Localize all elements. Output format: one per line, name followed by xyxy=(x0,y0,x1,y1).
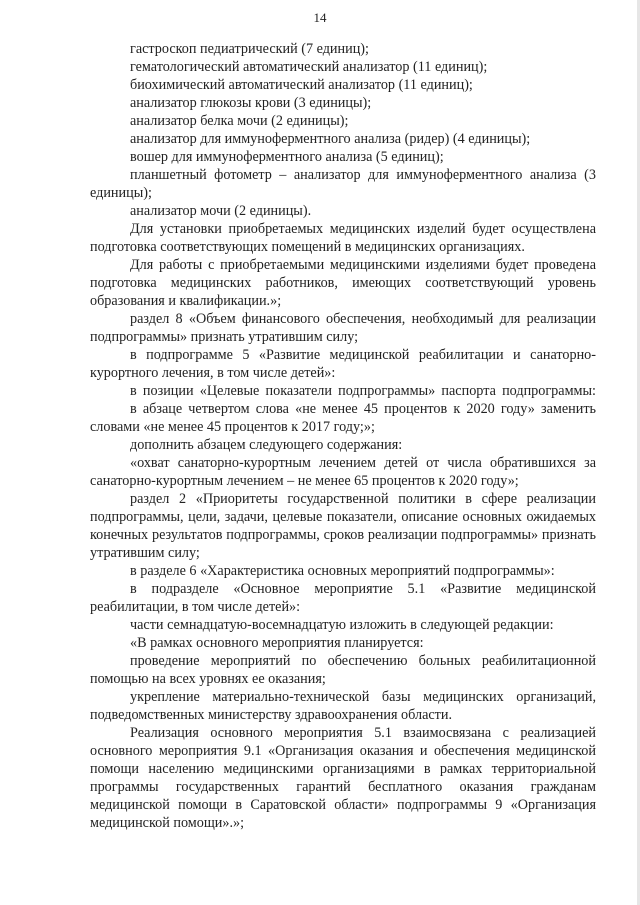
document-body xyxy=(90,40,596,832)
paragraph: в абзаце четвертом слова «не менее 45 процентов к 2020 году» заменить словами «не менее 45 процентов к 2017 году;»; xyxy=(90,401,596,435)
paragraph: раздел 2 «Приоритеты государственной политики в сфере реализации подпрограммы, цели, задачи, целевые показатели, описание основных ожидаемых конечных результатов подпрограммы, сроков реализации подпрограммы» признать утратившим силу; xyxy=(90,491,596,561)
paragraph: Для работы с приобретаемыми медицинскими изделиями будет проведена подготовка медицинских работников, имеющих соответствующий уровень образования и квалификации.»; xyxy=(90,257,596,309)
paragraph: «охват санаторно-курортным лечением детей от числа обратившихся за санаторно-курортным лечением – не менее 65 процентов к 2020 году»; xyxy=(90,455,596,489)
paragraph: анализатор для иммуноферментного анализа (ридер) (4 единицы); xyxy=(130,131,531,147)
paragraph: анализатор глюкозы крови (3 единицы); xyxy=(130,95,372,111)
paragraph: планшетный фотометр – анализатор для иммуноферментного анализа (3 единицы); xyxy=(90,167,596,201)
paragraph: в разделе 6 «Характеристика основных мероприятий подпрограммы»: xyxy=(130,563,555,579)
paragraph: Для установки приобретаемых медицинских изделий будет осуществлена подготовка соответствующих помещений в медицинских организациях. xyxy=(90,221,596,255)
paragraph: дополнить абзацем следующего содержания: xyxy=(130,437,403,453)
paragraph: в подразделе «Основное мероприятие 5.1 «Развитие медицинской реабилитации, в том числе детей»: xyxy=(90,581,596,615)
paragraph: анализатор белка мочи (2 единицы); xyxy=(130,113,349,129)
paragraph: Реализация основного мероприятия 5.1 взаимосвязана с реализацией основного мероприятия 9.1 «Организация оказания и обеспечения медицинской помощи населению медицинскими организациями в рамках территориальной программы государственных гарантий бесплатного оказания гражданам медицинской помощи в Саратовской области» подпрограммы 9 «Организация медицинской помощи».»; xyxy=(90,725,596,831)
paragraph: в позиции «Целевые показатели подпрограммы» паспорта подпрограммы: xyxy=(130,383,596,399)
paragraph: анализатор мочи (2 единицы). xyxy=(130,203,312,219)
paragraph: укрепление материально-технической базы медицинских организаций, подведомственных министерству здравоохранения области. xyxy=(90,689,596,723)
paragraph: раздел 8 «Объем финансового обеспечения, необходимый для реализации подпрограммы» признать утратившим силу; xyxy=(90,311,596,345)
paragraph: проведение мероприятий по обеспечению больных реабилитационной помощью на всех уровнях ее оказания; xyxy=(90,653,596,687)
paragraph: биохимический автоматический анализатор (11 единиц); xyxy=(130,77,473,93)
paragraph: «В рамках основного мероприятия планируется: xyxy=(130,635,424,651)
paragraph: гематологический автоматический анализатор (11 единиц); xyxy=(130,59,488,75)
page-number: 14 xyxy=(313,10,327,25)
paragraph: вошер для иммуноферментного анализа (5 единиц); xyxy=(130,149,444,165)
paragraph: гастроскоп педиатрический (7 единиц); xyxy=(130,41,369,57)
paragraph: в подпрограмме 5 «Развитие медицинской реабилитации и санаторно-курортного лечения, в том числе детей»: xyxy=(90,347,596,381)
paragraph: части семнадцатую-восемнадцатую изложить в следующей редакции: xyxy=(130,617,554,633)
